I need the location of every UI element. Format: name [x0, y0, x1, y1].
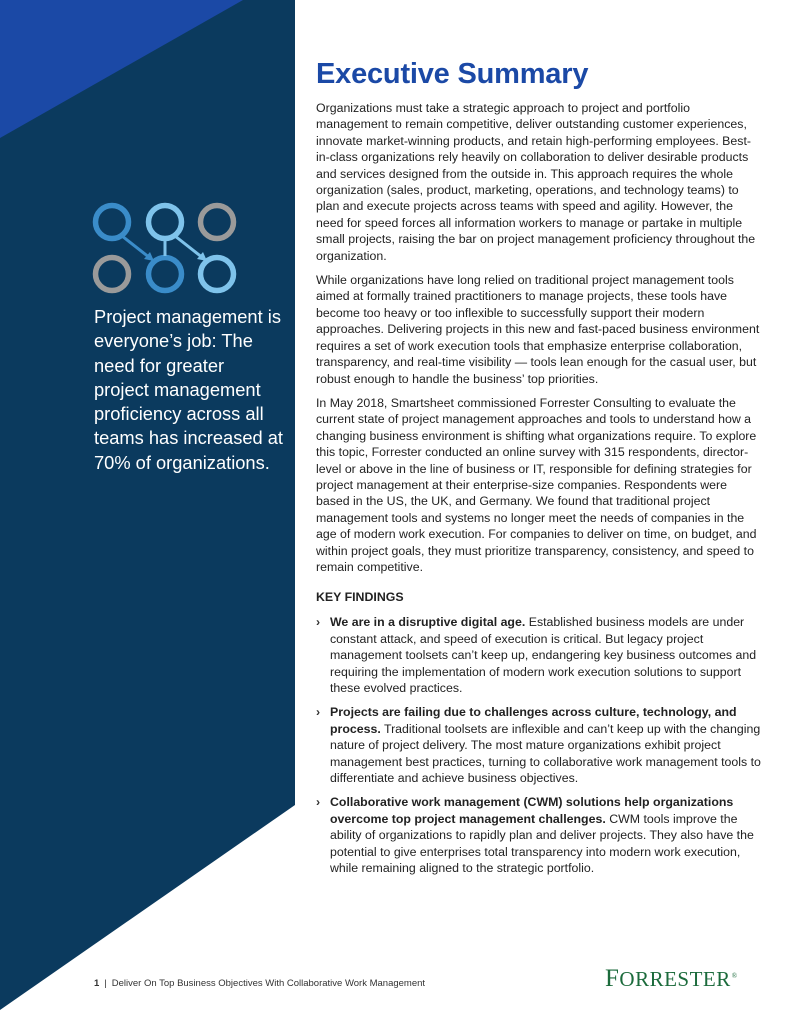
circle-top-middle	[149, 206, 182, 239]
finding-text: Established business models are under constant attack, and speed of execution is critical. But legacy project management toolsets can’t keep up, endangering key business outcomes and requiring the implementation of modern work execution solutions to support these evolved practices.	[330, 615, 757, 695]
paragraph-1: Organizations must take a strategic approach to project and portfolio management to remain competitive, deliver outstanding customer experiences, innovate market-winning products, and retain high-performing employees. Best-in-class organizations rely heavily on collaboration to deliver desirable products and services designed from the outside in. This approach requires the whole organization (sales, product, marketing, operations, and technology teams) to plan and execute projects across teams with speed and agility. However, the need for speed forces all information workers to manage or partake in multiple small projects, raising the bar on project management proficiency throughout the organization.	[316, 101, 756, 263]
footer-title: Deliver On Top Business Objectives With Collaborative Work Management	[111, 978, 426, 989]
sidebar-callout: Project management is everyone’s job: The need for greater project management proficiency across all teams has increased at 70% of organizations.	[94, 306, 284, 473]
finding-text: Traditional toolsets are inflexible and can’t keep up with the changing nature of project delivery. The most mature organizations exhibit project management best practices, turning to collaborative work management tools to differentiate and achieve business objectives.	[330, 721, 761, 786]
connector-arrow-2	[175, 236, 203, 258]
forrester-logo	[605, 964, 738, 991]
logo-rest: ORRESTER	[619, 967, 731, 991]
logo-registered: ®	[731, 972, 738, 980]
circle-bottom-middle	[149, 258, 182, 291]
key-findings-heading: KEY FINDINGS	[316, 590, 404, 605]
finding-item-2	[316, 704, 761, 786]
chevron-right-icon: ›	[316, 795, 321, 810]
finding-lead: We are in a disruptive digital age.	[330, 615, 526, 630]
connector-arrow-1	[122, 236, 150, 258]
finding-lead: Projects are failing due to challenges across culture, technology, and process.	[330, 705, 737, 736]
connected-circles-icon	[90, 200, 245, 300]
logo-first-letter: F	[605, 965, 620, 992]
finding-item-3	[316, 794, 761, 876]
paragraph-2: While organizations have long relied on traditional project management tools aimed at formally trained practitioners to manage projects, these tools have become too heavy or too inflexible to successfully support their modern approaches. Delivering projects in this new and fast-paced business environment requires a set of work execution tools that emphasize enterprise collaboration, transparency, and real-time visibility — tools lean enough for the casual user, but robust enough to handle the business’ top priorities.	[316, 273, 760, 386]
circle-bottom-right	[201, 258, 234, 291]
sidebar-background	[0, 0, 295, 1035]
page-title: Executive Summary	[316, 58, 589, 90]
page-number: 1	[94, 978, 100, 989]
footer-separator: |	[104, 978, 107, 989]
circle-top-left	[96, 206, 129, 239]
finding-item-1	[316, 614, 761, 696]
finding-lead: Collaborative work management (CWM) solutions help organizations overcome top project management challenges.	[330, 795, 734, 826]
circle-top-right	[201, 206, 234, 239]
sidebar-navy-panel	[0, 0, 295, 1010]
page-footer	[94, 978, 425, 989]
main-content	[316, 56, 761, 884]
paragraph-3: In May 2018, Smartsheet commissioned Forrester Consulting to evaluate the current state of project management approaches and tools to understand how a changing business environment is shifting what organizations require. To explore this topic, Forrester conducted an online survey with 315 respondents, director-level or above in the line of business or IT, responsible for defining strategies for project management at their enterprise-size companies. Respondents were based in the US, the UK, and Germany. We found that traditional project management tools and systems no longer meet the needs of companies in the age of modern work execution. For companies to deliver on time, on budget, and within project goals, they must prioritize transparency, consistency, and speed to remain competitive.	[316, 395, 757, 574]
chevron-right-icon: ›	[316, 615, 321, 630]
finding-text: CWM tools improve the ability of organizations to rapidly plan and deliver projects. They also have the potential to give enterprises total transparency into modern work execution, while remaining aligned to the strategic portfolio.	[330, 811, 754, 876]
chevron-right-icon: ›	[316, 705, 321, 720]
circle-bottom-left	[96, 258, 129, 291]
